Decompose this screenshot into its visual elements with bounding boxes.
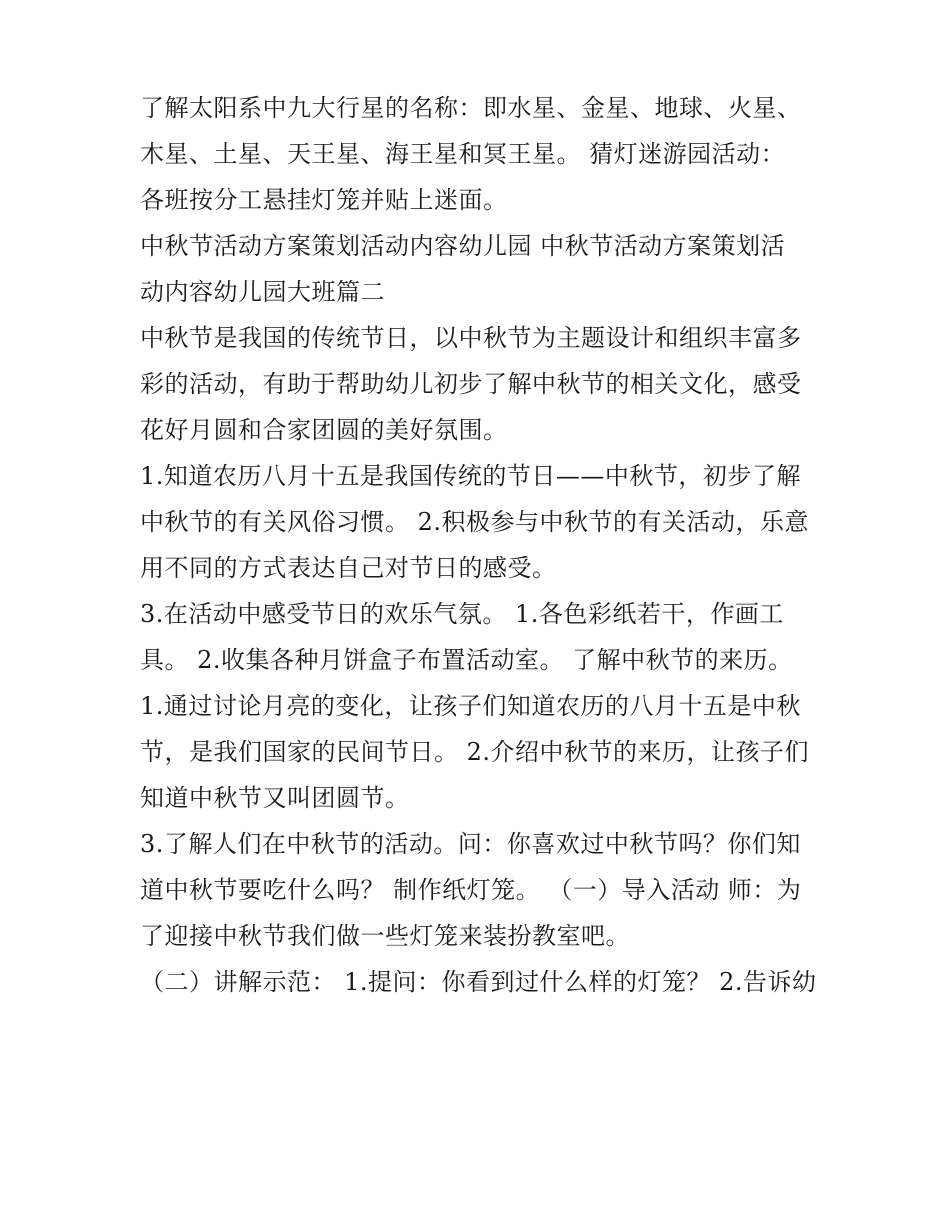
text-line: 3.在活动中感受节日的欢乐气氛。 1.各色彩纸若干，作画工 — [140, 600, 784, 628]
text-line: （二）讲解示范： 1.提问：你看到过什么样的灯笼？ 2.告诉幼 — [140, 968, 817, 996]
text-line: 了解太阳系中九大行星的名称：即水星、金星、地球、火星、 — [140, 94, 802, 122]
text-line: 用不同的方式表达自己对节日的感受。 — [140, 554, 557, 582]
text-line: 了迎接中秋节我们做一些灯笼来装扮教室吧。 — [140, 922, 630, 950]
text-line: 木星、土星、天王星、海王星和冥王星。 猜灯迷游园活动： — [140, 140, 786, 168]
text-line: 1.通过讨论月亮的变化，让孩子们知道农历的八月十五是中秋 — [140, 692, 801, 720]
document-body — [140, 85, 820, 1005]
text-line: 各班按分工悬挂灯笼并贴上迷面。 — [140, 186, 508, 214]
text-line: 3.了解人们在中秋节的活动。问：你喜欢过中秋节吗？你们知 — [140, 830, 801, 858]
text-line: 中秋节是我国的传统节日，以中秋节为主题设计和组织丰富多 — [140, 324, 802, 352]
text-line: 知道中秋节又叫团圆节。 — [140, 784, 410, 812]
text-line: 彩的活动，有助于帮助幼儿初步了解中秋节的相关文化，感受 — [140, 370, 802, 398]
text-line: 道中秋节要吃什么吗？ 制作纸灯笼。 （一）导入活动 师：为 — [140, 876, 802, 904]
text-line: 1.知道农历八月十五是我国传统的节日——中秋节，初步了解 — [140, 462, 801, 490]
text-line: 中秋节活动方案策划活动内容幼儿园 中秋节活动方案策划活 — [140, 232, 786, 260]
text-line: 动内容幼儿园大班篇二 — [140, 278, 385, 306]
text-line: 具。 2.收集各种月饼盒子布置活动室。 了解中秋节的来历。 — [140, 646, 793, 674]
text-line: 花好月圆和合家团圆的美好氛围。 — [140, 416, 508, 444]
text-line: 中秋节的有关风俗习惯。 2.积极参与中秋节的有关活动，乐意 — [140, 508, 810, 536]
text-line: 节，是我们国家的民间节日。 2.介绍中秋节的来历，让孩子们 — [140, 738, 810, 766]
